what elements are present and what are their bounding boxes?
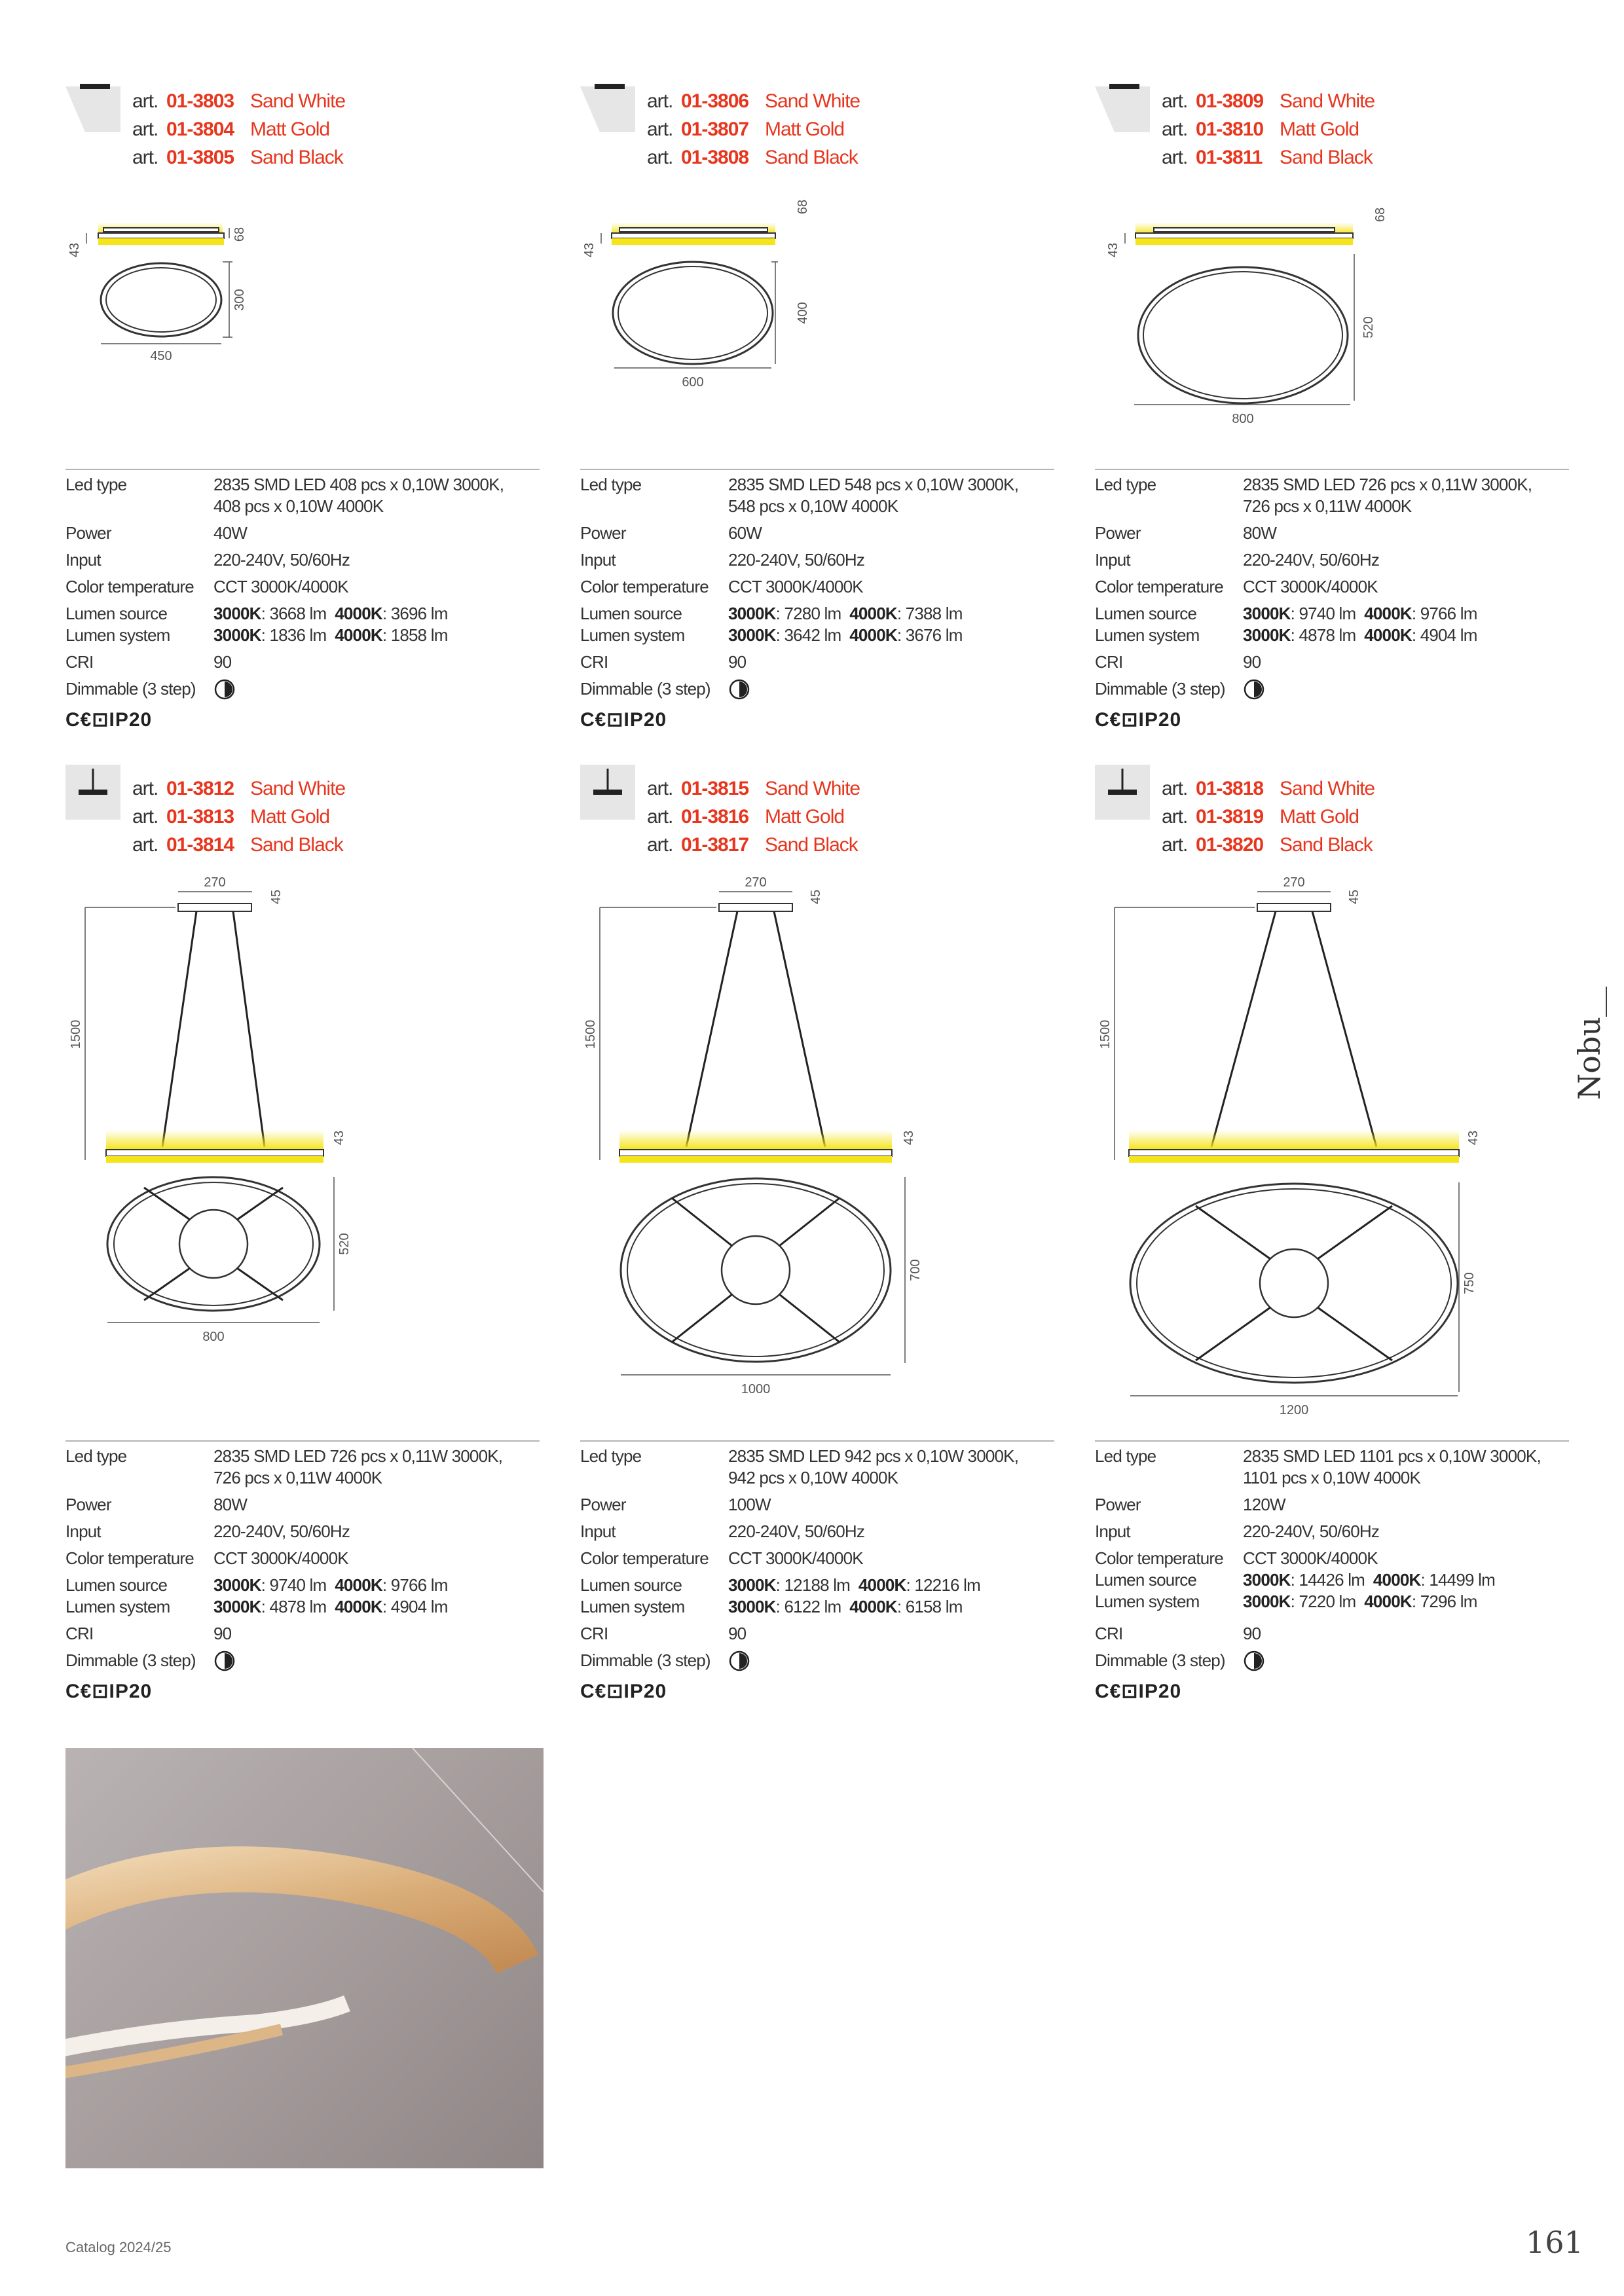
spec-table: Led type 2835 SMD LED 1101 pcs x 0,10W 3000K, 1101 pcs x 0,10W 4000K Power 120W Input 220-240V, 50/60Hz Color temperature Lumen source Lumen system CCT 3000K/4000K 3000K: 14426 lm 4000K: 14499 lm 3000K: 7220 lm 4000K: 7296 lm CRI 90 Dimmable (3 step): [1095, 1440, 1569, 1673]
product-photo: [65, 1748, 544, 2168]
dim-width: 800: [1232, 412, 1254, 426]
dim-canopy: 270: [1283, 875, 1305, 890]
dim-thickness: 43: [1106, 242, 1120, 258]
dim-depth: 400: [796, 302, 810, 324]
dimmer-icon: [213, 678, 236, 701]
dim-height: 68: [1373, 207, 1388, 223]
spec-table: Led type 2835 SMD LED 548 pcs x 0,10W 3000K, 548 pcs x 0,10W 4000K Power 60W Input 220-240V, 50/60Hz Color temperature CCT 3000K/4000K Lumen source Lumen system 3000K: 7280 lm 4000K: 7388 lm 3000K: 3642 lm 4000K: 3676 lm CRI 90 Dimmable (3 step): [580, 469, 1054, 701]
pendant-lamp-icon: [580, 765, 635, 820]
certification-marks: C€⊡IP20: [1095, 709, 1182, 731]
ceiling-lamp-icon: [1095, 77, 1150, 132]
article-list: art. 01-3809 Sand White art. 01-3810 Matt Gold art. 01-3811 Sand Black: [1162, 90, 1375, 168]
dimmer-icon: [1243, 1650, 1265, 1672]
dim-depth: 520: [337, 1233, 352, 1255]
dimension-drawing: [1095, 196, 1396, 432]
dim-canopy-height: 45: [809, 889, 823, 905]
dim-canopy: 270: [204, 875, 226, 890]
spec-table: Led type 2835 SMD LED 942 pcs x 0,10W 3000K, 942 pcs x 0,10W 4000K Power 100W Input 220-240V, 50/60Hz Color temperature CCT 3000K/4000K Lumen source Lumen system 3000K: 12188 lm 4000K: 12216 lm 3000K: 6122 lm 4000K: 6158 lm CRI 90 Dimmable (3 step): [580, 1440, 1054, 1673]
dim-depth: 700: [908, 1259, 923, 1281]
dim-drop: 1500: [1098, 1019, 1113, 1049]
dimension-drawing: [65, 196, 288, 373]
dimension-drawing: [65, 864, 406, 1362]
dim-width: 1000: [741, 1382, 771, 1396]
dim-canopy-height: 45: [1347, 889, 1361, 905]
dim-height: 68: [232, 227, 247, 242]
dimension-drawing: [580, 864, 934, 1401]
lamp-ring-image: [65, 1748, 544, 2168]
dim-height: 68: [796, 199, 810, 215]
dim-thickness: 43: [67, 242, 82, 258]
spec-table: Led type 2835 SMD LED 726 pcs x 0,11W 3000K, 726 pcs x 0,11W 4000K Power 80W Input 220-240V, 50/60Hz Color temperature CCT 3000K/4000K Lumen source Lumen system 3000K: 9740 lm 4000K: 9766 lm 3000K: 4878 lm 4000K: 4904 lm CRI 90 Dimmable (3 step): [65, 1440, 540, 1673]
dimmer-icon: [728, 678, 750, 701]
dim-width: 450: [150, 349, 172, 363]
dim-depth: 520: [1361, 316, 1376, 338]
article-list: art. 01-3818 Sand White art. 01-3819 Matt Gold art. 01-3820 Sand Black: [1162, 778, 1375, 856]
catalog-label: Catalog 2024/25: [65, 2239, 172, 2255]
spec-table: Led type 2835 SMD LED 408 pcs x 0,10W 3000K, 408 pcs x 0,10W 4000K Power 40W Input 220-240V, 50/60Hz Color temperature CCT 3000K/4000K Lumen source Lumen system 3000K: 3668 lm 4000K: 3696 lm 3000K: 1836 lm 4000K: 1858 lm CRI 90 Dimmable (3 step): [65, 469, 540, 701]
dim-canopy-height: 45: [269, 889, 284, 905]
pendant-lamp-icon: [1095, 765, 1150, 820]
certification-marks: C€⊡IP20: [1095, 1681, 1182, 1702]
dimension-drawing: [1095, 864, 1501, 1427]
certification-marks: C€⊡IP20: [65, 709, 153, 731]
article-list: art. 01-3812 Sand White art. 01-3813 Matt Gold art. 01-3814 Sand Black: [132, 778, 346, 856]
article-list: art. 01-3803 Sand White art. 01-3804 Matt Gold art. 01-3805 Sand Black: [132, 90, 346, 168]
page-number: 161: [1526, 2225, 1583, 2260]
dim-thickness: 43: [902, 1130, 916, 1146]
certification-marks: C€⊡IP20: [580, 1681, 667, 1702]
ceiling-lamp-icon: [580, 77, 635, 132]
dim-thickness: 43: [582, 242, 597, 258]
dim-drop: 1500: [69, 1019, 83, 1049]
dimmer-icon: [728, 1650, 750, 1672]
article-list: art. 01-3815 Sand White art. 01-3816 Matt Gold art. 01-3817 Sand Black: [647, 778, 860, 856]
collection-title: Nobu__: [1572, 986, 1607, 1100]
dimension-drawing: [580, 196, 829, 393]
dim-canopy: 270: [745, 875, 767, 890]
pendant-lamp-icon: [65, 765, 120, 820]
dim-drop: 1500: [583, 1019, 598, 1049]
dim-width: 1200: [1279, 1403, 1309, 1417]
spec-table: Led type 2835 SMD LED 726 pcs x 0,11W 3000K, 726 pcs x 0,11W 4000K Power 80W Input 220-240V, 50/60Hz Color temperature CCT 3000K/4000K Lumen source Lumen system 3000K: 9740 lm 4000K: 9766 lm 3000K: 4878 lm 4000K: 4904 lm CRI 90 Dimmable (3 step): [1095, 469, 1569, 701]
dim-thickness: 43: [1466, 1130, 1481, 1146]
certification-marks: C€⊡IP20: [580, 709, 667, 731]
dimmer-icon: [213, 1650, 236, 1672]
dim-width: 600: [682, 375, 704, 390]
ceiling-lamp-icon: [65, 77, 120, 132]
article-list: art. 01-3806 Sand White art. 01-3807 Matt Gold art. 01-3808 Sand Black: [647, 90, 860, 168]
certification-marks: C€⊡IP20: [65, 1681, 153, 1702]
dim-depth: 300: [232, 289, 247, 311]
dimmer-icon: [1243, 678, 1265, 701]
dim-thickness: 43: [332, 1130, 346, 1146]
dim-width: 800: [202, 1330, 225, 1344]
dim-depth: 750: [1462, 1272, 1477, 1294]
